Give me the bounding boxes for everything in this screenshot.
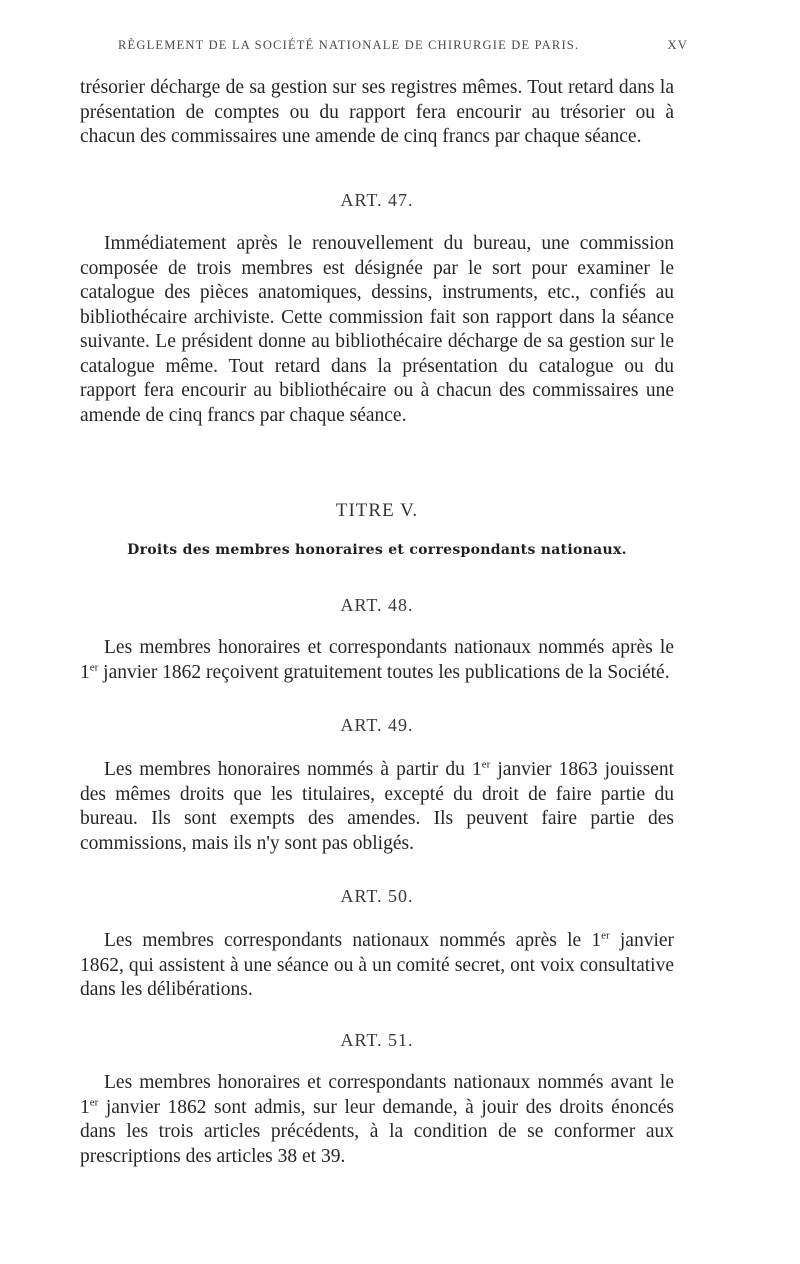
continuation-text: trésorier décharge de sa gestion sur ses registres mêmes. Tout retard dans la présentation de comptes ou du rapport fera encourir au trésorier ou à chacun des commissaires une amende de cinq francs par chaque séance. — [80, 77, 674, 147]
article-48-paragraph — [80, 636, 674, 685]
article-50-sup: er — [601, 929, 610, 942]
article-48-text-a: Les membres honoraires et correspondants nationaux nommés après le 1 — [80, 637, 674, 683]
article-49-text-b: janvier 1863 jouissent des mêmes droits que les titulaires, excepté du droit de faire partie du bureau. Ils sont exempts des amendes. Ils peuvent faire partie des commissions, mais ils n'y sont pas obligés. — [80, 759, 674, 854]
article-48-text — [80, 636, 674, 685]
article-48-sup: er — [89, 661, 99, 673]
article-51-sup: er — [89, 1096, 99, 1108]
running-head-title: RÈGLEMENT DE LA SOCIÉTÉ NATIONALE DE CHIRURGIE DE PARIS. — [118, 38, 580, 52]
article-49-text — [80, 758, 674, 856]
article-47-heading: ART. 47. — [340, 190, 414, 210]
article-48-heading: ART. 48. — [340, 595, 414, 615]
article-47-text: Immédiatement après le renouvellement du bureau, une commission composée de trois membres est désignée par le sort pour examiner le catalogue des pièces anatomiques, dessins, instruments, etc., confiés au bibliothécaire archiviste. Cette commission fait son rapport dans la séance suivante. Le président donne au bibliothécaire décharge de sa gestion sur le catalogue même. Tout retard dans la présentation du catalogue ou du rapport fera encourir au bibliothécaire ou à chacun des commissaires une amende de cinq francs par chaque séance. — [80, 233, 674, 426]
article-51-text — [80, 1071, 674, 1169]
continuation-paragraph — [80, 76, 674, 150]
article-50-text — [80, 929, 674, 1003]
article-49-sup: er — [481, 758, 491, 771]
article-50-heading: ART. 50. — [340, 886, 414, 906]
article-51-text-a: Les membres honoraires et correspondants nationaux nommés avant le 1 — [80, 1072, 674, 1118]
article-50-text-b: janvier 1862, qui assistent à une séance ou à un comité secret, ont voix consultative dans les délibérations. — [80, 930, 675, 1000]
article-47-paragraph — [80, 232, 674, 428]
article-49-paragraph — [80, 758, 674, 856]
titre-subtitle: Droits des membres honoraires et correspondants nationaux. — [127, 542, 627, 558]
article-50-text-a: Les membres correspondants nationaux nommés après le 1 — [104, 930, 602, 951]
titre-heading: TITRE V. — [335, 500, 419, 521]
article-50-paragraph — [80, 929, 674, 1003]
article-51-heading: ART. 51. — [340, 1030, 414, 1050]
article-49-heading: ART. 49. — [340, 715, 414, 735]
running-head — [118, 38, 688, 53]
article-51-text-b: janvier 1862 sont admis, sur leur demande, à jouir des droits énoncés dans les trois articles précédents, à la condition de se conformer aux prescriptions des articles 38 et 39. — [80, 1096, 674, 1167]
article-48-text-b: janvier 1862 reçoivent gratuitement toutes les publications de la Société. — [98, 661, 670, 683]
article-51-paragraph — [80, 1071, 674, 1169]
article-49-text-a: Les membres honoraires nommés à partir du 1 — [104, 759, 482, 780]
page-number: XV — [667, 38, 688, 52]
